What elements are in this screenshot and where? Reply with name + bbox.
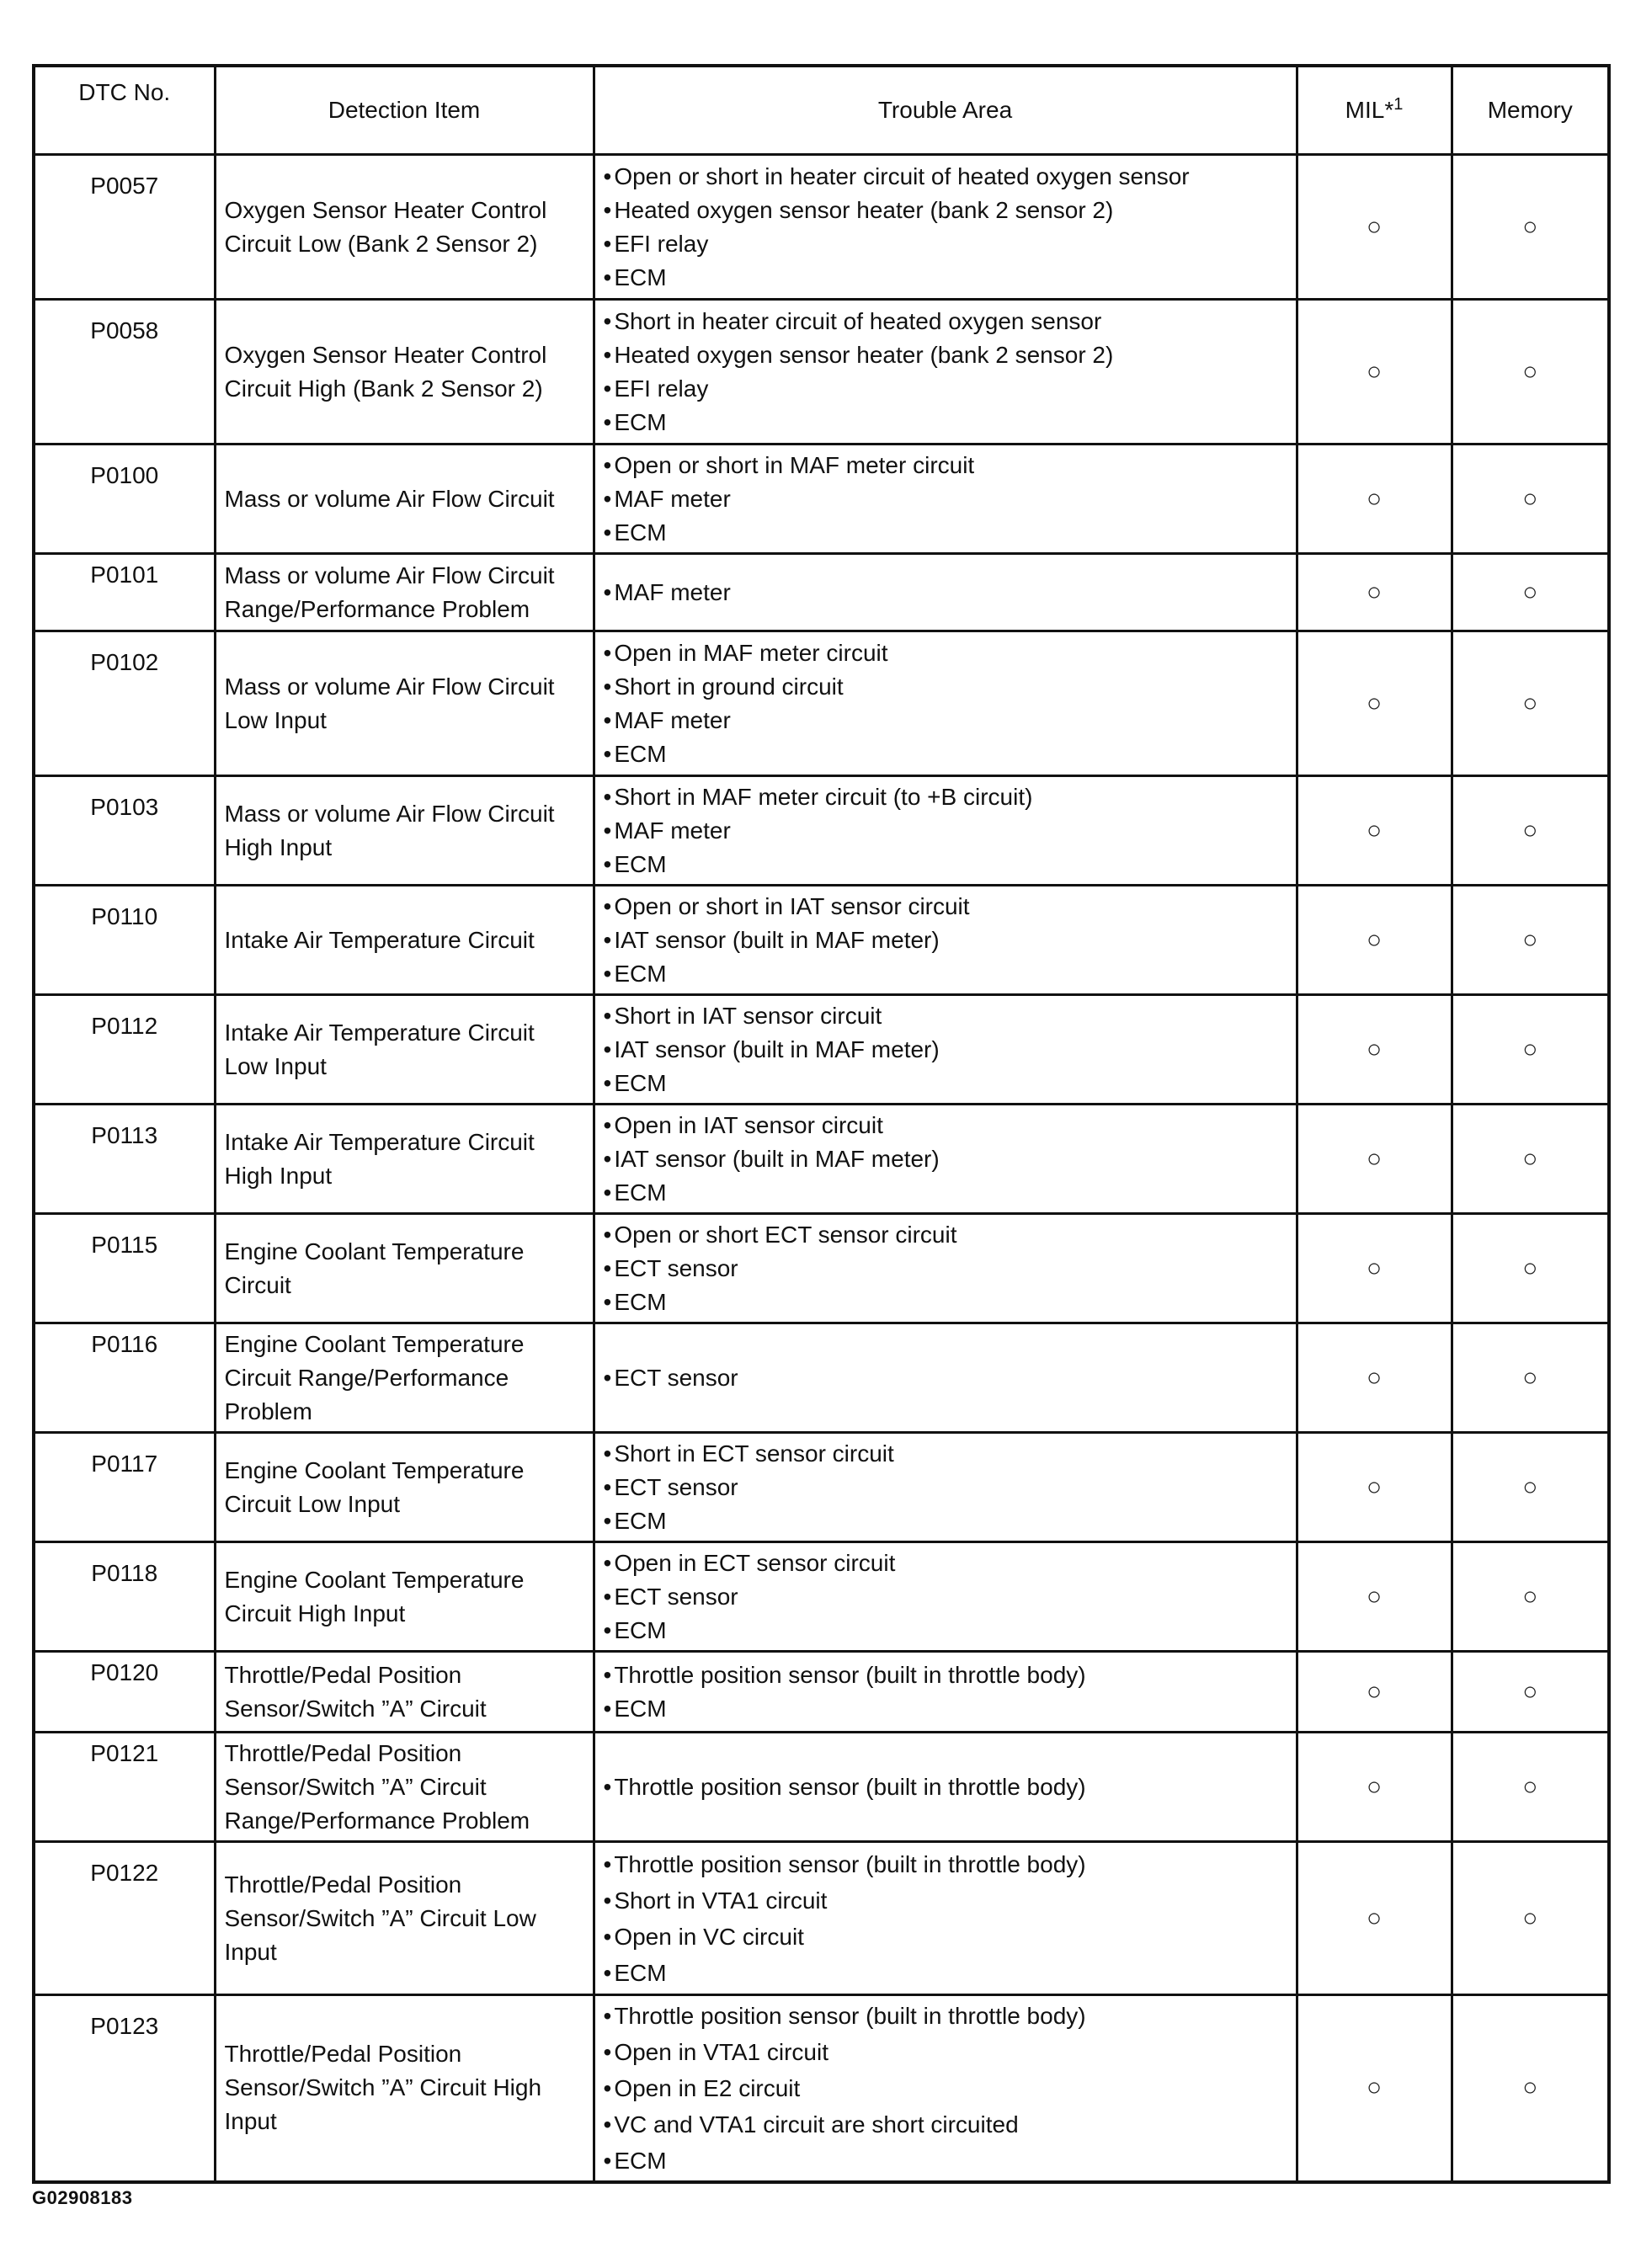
trouble-item: • ECT sensor: [604, 1580, 1287, 1614]
trouble-item: • MAF meter: [604, 576, 1287, 610]
dtc-code: P0102: [34, 631, 215, 776]
trouble-item: • ECM: [604, 848, 1287, 881]
detection-item: Mass or volume Air Flow Circuit High Input: [215, 776, 594, 886]
memory-cell: [1452, 554, 1609, 631]
mil-cell: [1297, 1323, 1452, 1433]
trouble-list: [604, 780, 1287, 881]
trouble-area: [594, 1323, 1297, 1433]
memory-circle-icon: ○: [1522, 1254, 1538, 1282]
detection-item: Intake Air Temperature Circuit High Input: [215, 1105, 594, 1214]
table-row: [34, 1323, 1609, 1433]
trouble-item: • ECM: [604, 406, 1287, 439]
trouble-item: • Open or short in heater circuit of heated oxygen sensor: [604, 160, 1287, 194]
mil-cell: [1297, 1542, 1452, 1652]
mil-cell: [1297, 1733, 1452, 1842]
trouble-item: • Short in heater circuit of heated oxygen sensor: [604, 305, 1287, 338]
detection-item: Engine Coolant Temperature Circuit: [215, 1214, 594, 1323]
trouble-area: [594, 1733, 1297, 1842]
mil-on-circle-icon: ○: [1366, 1677, 1383, 1706]
mil-on-circle-icon: ○: [1366, 212, 1383, 241]
dtc-code: P0121: [34, 1733, 215, 1842]
memory-circle-icon: ○: [1522, 484, 1538, 513]
trouble-item: • Short in VTA1 circuit: [604, 1882, 1287, 1919]
trouble-list: [604, 449, 1287, 550]
trouble-item: • ECM: [604, 1286, 1287, 1319]
mil-cell: [1297, 554, 1452, 631]
mil-cell: [1297, 886, 1452, 995]
table-row: [34, 554, 1609, 631]
trouble-area: [594, 1214, 1297, 1323]
trouble-list: [604, 305, 1287, 439]
detection-item: Throttle/Pedal Position Sensor/Switch ”A” Circuit: [215, 1652, 594, 1733]
memory-circle-icon: ○: [1522, 1363, 1538, 1392]
detection-item: Mass or volume Air Flow Circuit: [215, 445, 594, 554]
trouble-area: [594, 631, 1297, 776]
trouble-item: • ECM: [604, 1176, 1287, 1210]
dtc-code: P0120: [34, 1652, 215, 1733]
trouble-list: [604, 636, 1287, 771]
trouble-item: • ECM: [604, 516, 1287, 550]
mil-on-circle-icon: ○: [1366, 925, 1383, 954]
trouble-item: • Open or short in IAT sensor circuit: [604, 890, 1287, 924]
trouble-item: • Short in ECT sensor circuit: [604, 1437, 1287, 1471]
table-row: [34, 776, 1609, 886]
memory-cell: [1452, 300, 1609, 445]
table-row: [34, 1995, 1609, 2182]
trouble-item: • MAF meter: [604, 814, 1287, 848]
detection-item: Engine Coolant Temperature Circuit Low Input: [215, 1433, 594, 1542]
dtc-code: P0122: [34, 1842, 215, 1995]
trouble-item: • ECM: [604, 1614, 1287, 1648]
memory-cell: [1452, 1733, 1609, 1842]
trouble-area: [594, 1995, 1297, 2182]
dtc-code: P0100: [34, 445, 215, 554]
trouble-item: • Open in VTA1 circuit: [604, 2034, 1287, 2070]
memory-circle-icon: ○: [1522, 1582, 1538, 1610]
detection-item: Intake Air Temperature Circuit: [215, 886, 594, 995]
trouble-list: [604, 999, 1287, 1100]
detection-item: Engine Coolant Temperature Circuit High Input: [215, 1542, 594, 1652]
trouble-list: [604, 1846, 1287, 1991]
trouble-item: • ECT sensor: [604, 1361, 1287, 1395]
table-row: [34, 1652, 1609, 1733]
memory-cell: [1452, 1842, 1609, 1995]
trouble-item: • EFI relay: [604, 227, 1287, 261]
mil-on-circle-icon: ○: [1366, 484, 1383, 513]
trouble-item: • EFI relay: [604, 372, 1287, 406]
trouble-area: [594, 995, 1297, 1105]
memory-cell: [1452, 631, 1609, 776]
trouble-item: • Short in IAT sensor circuit: [604, 999, 1287, 1033]
memory-cell: [1452, 1323, 1609, 1433]
memory-circle-icon: ○: [1522, 1144, 1538, 1173]
memory-cell: [1452, 776, 1609, 886]
trouble-item: • ECM: [604, 957, 1287, 991]
trouble-area: [594, 300, 1297, 445]
trouble-area: [594, 155, 1297, 300]
table-row: [34, 1542, 1609, 1652]
memory-cell: [1452, 1433, 1609, 1542]
header-memory: Memory: [1452, 66, 1609, 155]
mil-on-circle-icon: ○: [1366, 1363, 1383, 1392]
mil-on-circle-icon: ○: [1366, 1254, 1383, 1282]
table-row: [34, 445, 1609, 554]
trouble-item: • Throttle position sensor (built in throttle body): [604, 1658, 1287, 1692]
table-row: [34, 1733, 1609, 1842]
table-row: [34, 1105, 1609, 1214]
header-row: [34, 66, 1609, 155]
mil-on-circle-icon: ○: [1366, 357, 1383, 386]
dtc-code: P0116: [34, 1323, 215, 1433]
memory-cell: [1452, 886, 1609, 995]
trouble-item: • ECM: [604, 1504, 1287, 1538]
trouble-item: • VC and VTA1 circuit are short circuited: [604, 2106, 1287, 2143]
trouble-item: • ECM: [604, 2143, 1287, 2179]
trouble-item: • IAT sensor (built in MAF meter): [604, 1033, 1287, 1067]
memory-cell: [1452, 445, 1609, 554]
header-detection-item: Detection Item: [215, 66, 594, 155]
detection-item: Throttle/Pedal Position Sensor/Switch ”A” Circuit High Input: [215, 1995, 594, 2182]
trouble-item: • ECM: [604, 737, 1287, 771]
trouble-item: • ECT sensor: [604, 1471, 1287, 1504]
mil-cell: [1297, 300, 1452, 445]
trouble-item: • ECM: [604, 1067, 1287, 1100]
table-row: [34, 300, 1609, 445]
trouble-list: [604, 1658, 1287, 1726]
trouble-item: • ECM: [604, 1955, 1287, 1991]
mil-cell: [1297, 1652, 1452, 1733]
mil-on-circle-icon: ○: [1366, 1903, 1383, 1932]
trouble-list: [604, 1361, 1287, 1395]
trouble-area: [594, 1433, 1297, 1542]
dtc-table-body: [34, 155, 1609, 2182]
trouble-item: • Short in ground circuit: [604, 670, 1287, 704]
trouble-area: [594, 445, 1297, 554]
header-mil: [1297, 66, 1452, 155]
trouble-list: [604, 1770, 1287, 1804]
mil-on-circle-icon: ○: [1366, 578, 1383, 606]
detection-item: Mass or volume Air Flow Circuit Range/Performance Problem: [215, 554, 594, 631]
mil-on-circle-icon: ○: [1366, 1144, 1383, 1173]
memory-cell: [1452, 1542, 1609, 1652]
table-row: [34, 631, 1609, 776]
memory-circle-icon: ○: [1522, 578, 1538, 606]
trouble-item: • Open in VC circuit: [604, 1919, 1287, 1955]
trouble-list: [604, 1109, 1287, 1210]
dtc-code: P0113: [34, 1105, 215, 1214]
memory-cell: [1452, 155, 1609, 300]
mil-cell: [1297, 1105, 1452, 1214]
memory-circle-icon: ○: [1522, 689, 1538, 717]
trouble-area: [594, 1652, 1297, 1733]
trouble-item: • IAT sensor (built in MAF meter): [604, 1142, 1287, 1176]
memory-circle-icon: ○: [1522, 1903, 1538, 1932]
trouble-item: • Throttle position sensor (built in throttle body): [604, 1846, 1287, 1882]
trouble-list: [604, 1547, 1287, 1648]
trouble-item: • Heated oxygen sensor heater (bank 2 sensor 2): [604, 338, 1287, 372]
header-mil-footnote: 1: [1393, 95, 1404, 114]
memory-cell: [1452, 1214, 1609, 1323]
trouble-item: • Open in E2 circuit: [604, 2070, 1287, 2106]
trouble-area: [594, 554, 1297, 631]
memory-circle-icon: ○: [1522, 1677, 1538, 1706]
dtc-code: P0112: [34, 995, 215, 1105]
trouble-list: [604, 1998, 1287, 2179]
trouble-item: • ECT sensor: [604, 1252, 1287, 1286]
table-row: [34, 1842, 1609, 1995]
trouble-area: [594, 1105, 1297, 1214]
detection-item: Mass or volume Air Flow Circuit Low Input: [215, 631, 594, 776]
table-row: [34, 1433, 1609, 1542]
mil-on-circle-icon: ○: [1366, 816, 1383, 844]
mil-cell: [1297, 445, 1452, 554]
figure-id: G02908183: [32, 2187, 133, 2208]
memory-circle-icon: ○: [1522, 2074, 1538, 2102]
dtc-code: P0110: [34, 886, 215, 995]
memory-circle-icon: ○: [1522, 816, 1538, 844]
trouble-list: [604, 890, 1287, 991]
header-trouble-area: Trouble Area: [594, 66, 1297, 155]
mil-on-circle-icon: ○: [1366, 689, 1383, 717]
mil-cell: [1297, 1842, 1452, 1995]
detection-item: Intake Air Temperature Circuit Low Input: [215, 995, 594, 1105]
mil-on-circle-icon: ○: [1366, 1035, 1383, 1063]
trouble-item: • Throttle position sensor (built in throttle body): [604, 1998, 1287, 2034]
mil-cell: [1297, 631, 1452, 776]
trouble-item: • MAF meter: [604, 704, 1287, 737]
mil-on-circle-icon: ○: [1366, 2074, 1383, 2102]
trouble-item: • Open in IAT sensor circuit: [604, 1109, 1287, 1142]
detection-item: Engine Coolant Temperature Circuit Range/Performance Problem: [215, 1323, 594, 1433]
trouble-list: [604, 1437, 1287, 1538]
memory-cell: [1452, 995, 1609, 1105]
trouble-item: • Throttle position sensor (built in throttle body): [604, 1770, 1287, 1804]
detection-item: Throttle/Pedal Position Sensor/Switch ”A” Circuit Low Input: [215, 1842, 594, 1995]
dtc-code: P0117: [34, 1433, 215, 1542]
mil-cell: [1297, 1995, 1452, 2182]
dtc-code: P0115: [34, 1214, 215, 1323]
trouble-area: [594, 1542, 1297, 1652]
memory-cell: [1452, 1995, 1609, 2182]
mil-cell: [1297, 1214, 1452, 1323]
trouble-area: [594, 776, 1297, 886]
trouble-area: [594, 886, 1297, 995]
detection-item: Throttle/Pedal Position Sensor/Switch ”A” Circuit Range/Performance Problem: [215, 1733, 594, 1842]
dtc-code: P0103: [34, 776, 215, 886]
header-dtc-no: DTC No.: [34, 66, 215, 155]
memory-circle-icon: ○: [1522, 212, 1538, 241]
trouble-list: [604, 576, 1287, 610]
mil-cell: [1297, 1433, 1452, 1542]
trouble-area: [594, 1842, 1297, 1995]
dtc-code: P0058: [34, 300, 215, 445]
trouble-item: • Open in MAF meter circuit: [604, 636, 1287, 670]
dtc-code: P0123: [34, 1995, 215, 2182]
mil-cell: [1297, 776, 1452, 886]
table-row: [34, 155, 1609, 300]
memory-cell: [1452, 1652, 1609, 1733]
dtc-code: P0101: [34, 554, 215, 631]
mil-on-circle-icon: ○: [1366, 1772, 1383, 1801]
detection-item: Oxygen Sensor Heater Control Circuit Low (Bank 2 Sensor 2): [215, 155, 594, 300]
mil-on-circle-icon: ○: [1366, 1582, 1383, 1610]
trouble-item: • Heated oxygen sensor heater (bank 2 sensor 2): [604, 194, 1287, 227]
memory-circle-icon: ○: [1522, 925, 1538, 954]
trouble-item: • Open or short ECT sensor circuit: [604, 1218, 1287, 1252]
dtc-code: P0118: [34, 1542, 215, 1652]
trouble-item: • ECM: [604, 261, 1287, 295]
mil-cell: [1297, 995, 1452, 1105]
memory-cell: [1452, 1105, 1609, 1214]
trouble-item: • Short in MAF meter circuit (to +B circuit): [604, 780, 1287, 814]
dtc-code: P0057: [34, 155, 215, 300]
memory-circle-icon: ○: [1522, 1472, 1538, 1501]
memory-circle-icon: ○: [1522, 1035, 1538, 1063]
table-row: [34, 995, 1609, 1105]
table-row: [34, 1214, 1609, 1323]
trouble-item: • Open or short in MAF meter circuit: [604, 449, 1287, 482]
detection-item: Oxygen Sensor Heater Control Circuit High (Bank 2 Sensor 2): [215, 300, 594, 445]
trouble-list: [604, 1218, 1287, 1319]
trouble-list: [604, 160, 1287, 295]
trouble-item: • IAT sensor (built in MAF meter): [604, 924, 1287, 957]
memory-circle-icon: ○: [1522, 1772, 1538, 1801]
header-mil-label: MIL*: [1345, 97, 1394, 123]
memory-circle-icon: ○: [1522, 357, 1538, 386]
trouble-item: • MAF meter: [604, 482, 1287, 516]
mil-on-circle-icon: ○: [1366, 1472, 1383, 1501]
table-row: [34, 886, 1609, 995]
dtc-table: [32, 64, 1611, 2184]
trouble-item: • ECM: [604, 1692, 1287, 1726]
mil-cell: [1297, 155, 1452, 300]
trouble-item: • Open in ECT sensor circuit: [604, 1547, 1287, 1580]
